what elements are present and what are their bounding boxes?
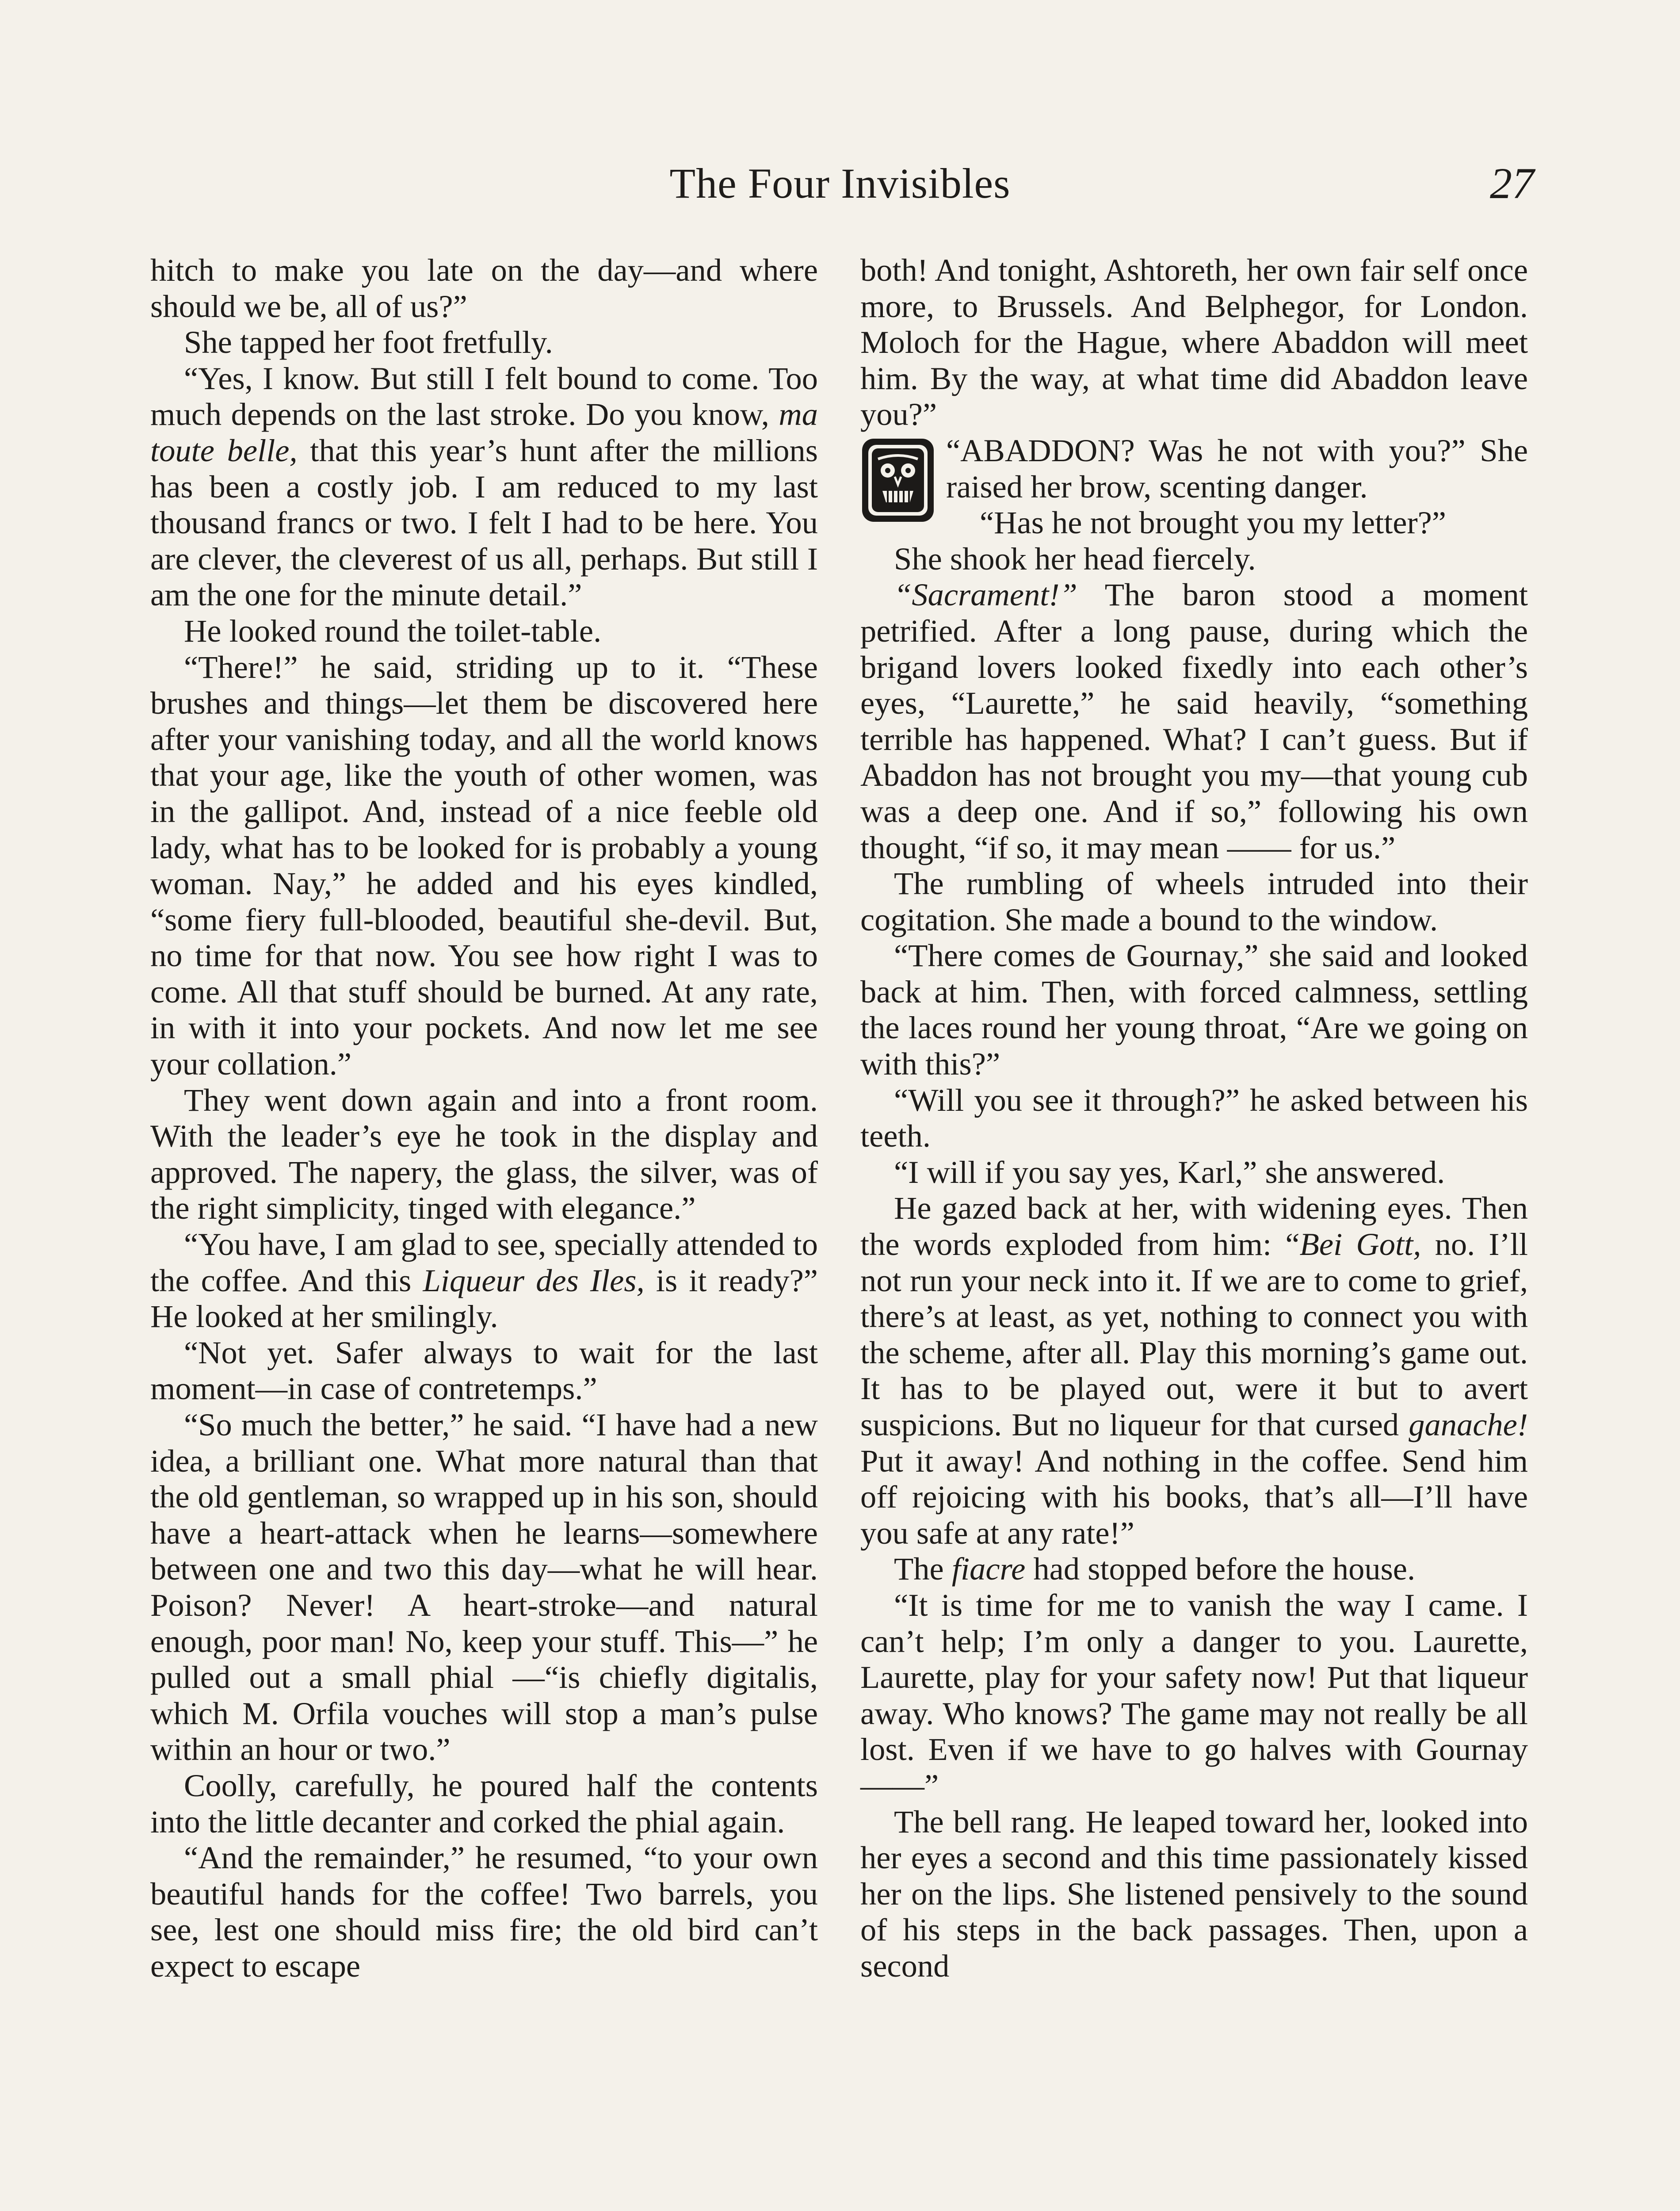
italic-phrase: fiacre (951, 1551, 1026, 1587)
paragraph (150, 1767, 818, 1840)
paragraph (150, 613, 818, 649)
page-number: 27 (1490, 159, 1534, 208)
italic-phrase: ganache! (1409, 1407, 1528, 1442)
text-run: Coolly, carefully, he poured half the contents into the little decanter and corked the phial again. (150, 1767, 818, 1840)
paragraph (860, 1551, 1528, 1587)
text-run: They went down again and into a front room. With the leader’s eye he took in the display and approved. The napery, the glass, the silver, was of the right simplicity, tinged with elegance.” (150, 1082, 818, 1226)
running-head (146, 159, 1534, 208)
text-run: both! And tonight, Ashtoreth, her own fair self once more, to Brussels. And Belphegor, for London. Moloch for the Hague, where Abaddon will meet him. By the way, at what time did Abaddon leave you?” (860, 252, 1528, 432)
text-run: “I will if you say yes, Karl,” she answered. (894, 1154, 1445, 1190)
left-text-column (150, 252, 818, 1984)
text-run: She shook her head fiercely. (894, 540, 1256, 577)
paragraph (150, 1082, 818, 1226)
text-run: “There!” he said, striding up to it. “These brushes and things—let them be discovered here after your vanishing today, and all the world knows that your age, like the youth of other women, was in the gallipot. And, instead of a nice feeble old lady, what has to be looked for is probably a young woman. Nay,” he added and his eyes kindled, “some fiery full-blooded, beautiful she-devil. But, no time for that now. You see how right I was to come. All that stuff should be burned. At any rate, in with it into your pockets. And now let me see your collation.” (150, 649, 818, 1082)
text-run: that this year’s hunt after the millions has been a costly job. I am reduced to my last thousand francs or two. I felt I had to be here. You are clever, the cleverest of us all, perhaps. But still I am the one for the minute detail.” (150, 432, 818, 613)
right-text-column (860, 252, 1528, 1984)
paragraph (860, 541, 1528, 577)
paragraph (150, 1226, 818, 1335)
right-column-top (860, 252, 1528, 432)
text-run: The baron stood a moment petrified. After a long pause, during which the brigand lovers looked fixedly into each other’s eyes, “Laurette,” he said heavily, “something terrible has happened. What? I can’t guess. But if Abaddon has not brought you my—that young cub was a deep one. And if so,” following his own thought, “if so, it may mean —— for us.” (860, 577, 1528, 865)
text-run: The bell rang. He leaped toward her, looked into her eyes a second and this time passionately kissed her on the lips. She listened pensively to the sound of his steps in the back passages. Then, upon a second (860, 1803, 1528, 1984)
text-run: He looked round the toilet-table. (184, 612, 602, 649)
text-run: He gazed back at her, with widening eyes. Then the words exploded from him: “ (860, 1190, 1528, 1262)
right-column-body (860, 505, 1528, 1984)
paragraph (150, 649, 818, 1082)
text-run: The rumbling of wheels intruded into their cogitation. She made a bound to the window. (860, 865, 1528, 937)
paragraph (860, 577, 1528, 865)
paragraph (860, 1804, 1528, 1984)
paragraph (860, 1082, 1528, 1154)
paragraph (860, 1587, 1528, 1804)
paragraph (860, 505, 1528, 541)
paragraph (150, 1840, 818, 1984)
italic-phrase: ma toute belle, (150, 396, 818, 468)
paragraph (860, 1154, 1528, 1190)
paragraph (150, 1407, 818, 1767)
section-first-paragraph: “ABADDON? Was he not with you?” She raised her brow, scenting danger. (946, 432, 1528, 505)
text-run: “Will you see it through?” he asked between his teeth. (860, 1082, 1528, 1154)
paragraph (150, 1335, 818, 1407)
text-run: “Yes, I know. But still I felt bound to come. Too much depends on the last stroke. Do you know, (150, 360, 818, 432)
italic-phrase: “Sacrament!” (894, 577, 1077, 613)
italic-phrase: Liqueur des Iles, (423, 1262, 645, 1298)
text-run: “It is time for me to vanish the way I came. I can’t help; I’m only a danger to you. Laurette, Laurette, play for your safety now! Put that liqueur away. Who knows? The game may not really be all lost. Even if we have to go halves with Gournay——” (860, 1587, 1528, 1803)
text-run: She tapped her foot fretfully. (184, 324, 553, 360)
text-run: “Not yet. Safer always to wait for the last moment—in case of contretemps.” (150, 1334, 818, 1407)
paragraph (860, 937, 1528, 1082)
text-run: no. I’ll not run your neck into it. If we are to come to grief, there’s at least, as yet, nothing to connect you with the scheme, after all. Play this morning’s game out. It has to be played out, were it but to avert suspicions. But no liqueur for that cursed (860, 1226, 1528, 1442)
paragraph (150, 324, 818, 360)
text-run: had stopped before the house. (1025, 1551, 1416, 1587)
text-run: “Has he not brought you my letter?” (980, 505, 1446, 541)
paragraph (150, 360, 818, 613)
running-title: The Four Invisibles (669, 160, 1011, 207)
text-run: “So much the better,” he said. “I have had a new idea, a brilliant one. What more natural than that the old gentleman, so wrapped up in his son, should have a heart-attack when he learns—somewhere between one and two this day—what he will hear. Poison? Never! A heart-stroke—and natural enough, poor man! No, keep your stuff. This—” he pulled out a small phial —“is chiefly digitalis, which M. Orfila vouches will stop a man’s pulse within an hour or two.” (150, 1407, 818, 1767)
paragraph (860, 252, 1528, 432)
text-run: “You have, I am glad to see, specially attended to the coffee. And this (150, 1226, 818, 1298)
paragraph (150, 252, 818, 324)
paragraph (860, 1190, 1528, 1551)
text-run: Put it away! And nothing in the coffee. Send him off rejoicing with his books, that’s all—I’ll have you safe at any rate!” (860, 1442, 1528, 1551)
section-opening (860, 432, 1528, 505)
text-run: is it ready?” He looked at her smilingly. (150, 1262, 818, 1335)
decorative-initial-ornament-icon (860, 436, 935, 524)
text-run: “There comes de Gournay,” she said and looked back at him. Then, with forced calmness, settling the laces round her young throat, “Are we going on with this?” (860, 937, 1528, 1082)
italic-phrase: Bei Gott, (1299, 1226, 1421, 1262)
text-run: “And the remainder,” he resumed, “to your own beautiful hands for the coffee! Two barrels, you see, lest one should miss fire; the old bird can’t expect to escape (150, 1840, 818, 1984)
text-run: hitch to make you late on the day—and where should we be, all of us?” (150, 252, 818, 324)
text-run: The (894, 1551, 952, 1587)
paragraph (860, 865, 1528, 937)
